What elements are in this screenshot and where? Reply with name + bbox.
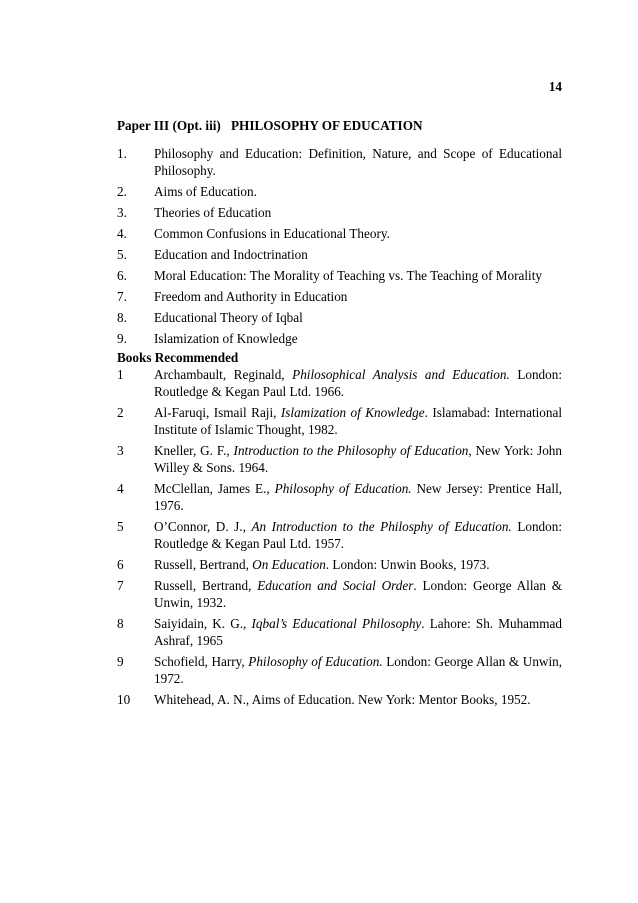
citation-line — [154, 577, 562, 594]
book-title: Iqbal’s Educational Philosophy — [251, 616, 422, 631]
book-citation — [154, 577, 562, 611]
book-title: Introduction to the Philosophy of Education — [233, 443, 469, 458]
book-publisher-continued: 1972. — [154, 671, 184, 686]
book-number: 2 — [117, 405, 124, 420]
list-item — [117, 330, 562, 347]
list-item — [117, 518, 562, 552]
book-number: 3 — [117, 443, 124, 458]
book-citation — [154, 480, 562, 514]
book-title: Philosophy of Education. — [248, 654, 383, 669]
book-title: An Introduction to the Philosphy of Education. — [251, 519, 512, 534]
topic-text: Educational Theory of Iqbal — [154, 310, 303, 325]
topic-text: Moral Education: The Morality of Teaching vs. The Teaching of Morality — [154, 268, 542, 283]
citation-line — [154, 404, 562, 421]
book-author: Al-Faruqi, Ismail Raji, — [154, 405, 277, 420]
book-title: On Education — [252, 557, 326, 572]
topic-text: Common Confusions in Educational Theory. — [154, 226, 390, 241]
book-author: Russell, Bertrand, — [154, 557, 249, 572]
book-number: 1 — [117, 367, 124, 382]
book-publisher: London: — [517, 519, 563, 534]
book-publisher-continued: 1976. — [154, 498, 184, 513]
book-publisher-continued: Ashraf, 1965 — [154, 633, 223, 648]
book-author: Saiyidain, K. G., — [154, 616, 247, 631]
topic-number: 3. — [117, 205, 127, 220]
list-item — [117, 288, 562, 305]
book-publisher: , New York: John — [468, 443, 562, 458]
book-author: McClellan, James E., — [154, 481, 270, 496]
book-publisher: . London: George Allan & — [413, 578, 562, 593]
topic-text: Islamization of Knowledge — [154, 331, 298, 346]
books-list — [117, 366, 562, 712]
list-item — [117, 691, 562, 708]
topic-number: 2. — [117, 184, 127, 199]
list-item — [117, 577, 562, 611]
book-author: O’Connor, D. J., — [154, 519, 246, 534]
list-item — [117, 480, 562, 514]
topic-number: 1. — [117, 146, 127, 161]
book-citation — [154, 442, 562, 476]
book-number: 8 — [117, 616, 124, 631]
book-title: Philosophy of Education. — [274, 481, 412, 496]
book-publisher-continued: Unwin, 1932. — [154, 595, 227, 610]
book-citation — [154, 366, 562, 400]
list-item — [117, 246, 562, 263]
list-item — [117, 556, 562, 573]
citation-line — [154, 518, 562, 535]
list-item — [117, 267, 562, 284]
list-item — [117, 204, 562, 221]
topic-number: 8. — [117, 310, 127, 325]
topics-list — [117, 145, 562, 351]
topic-text: Freedom and Authority in Education — [154, 289, 348, 304]
book-number: 10 — [117, 692, 131, 707]
book-publisher: London: — [517, 367, 563, 382]
book-citation — [154, 404, 562, 438]
topic-number: 9. — [117, 331, 127, 346]
citation-line — [154, 480, 562, 497]
book-publisher-continued: Institute of Islamic Thought, 1982. — [154, 422, 338, 437]
list-item — [117, 653, 562, 687]
list-item — [117, 145, 562, 179]
list-item — [117, 183, 562, 200]
book-author: Kneller, G. F., — [154, 443, 230, 458]
citation-line — [154, 692, 531, 707]
book-number: 5 — [117, 519, 124, 534]
list-item — [117, 366, 562, 400]
book-author: Schofield, Harry, — [154, 654, 245, 669]
paper-code: Paper III (Opt. iii) — [117, 118, 221, 133]
book-publisher: . Islamabad: International — [424, 405, 563, 420]
page-number: 14 — [548, 79, 562, 94]
topic-number: 5. — [117, 247, 127, 262]
list-item — [117, 442, 562, 476]
book-number: 4 — [117, 481, 124, 496]
topic-text: Philosophy and Education: Definition, Nature, and Scope of Educational Philosophy. — [154, 146, 562, 178]
book-citation — [154, 653, 562, 687]
book-citation — [154, 691, 562, 708]
book-title: Philosophical Analysis and Education. — [292, 367, 510, 382]
topic-number: 6. — [117, 268, 127, 283]
list-item — [117, 225, 562, 242]
book-publisher-continued: Willey & Sons. 1964. — [154, 460, 269, 475]
list-item — [117, 404, 562, 438]
book-citation — [154, 518, 562, 552]
topic-text: Education and Indoctrination — [154, 247, 308, 262]
book-number: 9 — [117, 654, 124, 669]
book-author: Archambault, Reginald, — [154, 367, 285, 382]
book-number: 6 — [117, 557, 124, 572]
book-publisher-continued: Routledge & Kegan Paul Ltd. 1957. — [154, 536, 345, 551]
topic-text: Theories of Education — [154, 205, 272, 220]
book-publisher: New Jersey: Prentice Hall, — [416, 481, 563, 496]
book-publisher: . Lahore: Sh. Muhammad — [421, 616, 562, 631]
citation-line — [154, 366, 562, 383]
paper-title: PHILOSOPHY OF EDUCATION — [231, 118, 423, 133]
citation-line — [154, 557, 490, 572]
book-publisher: . London: Unwin Books, 1973. — [325, 557, 490, 572]
topic-number: 4. — [117, 226, 127, 241]
books-heading: Books Recommended — [117, 350, 239, 365]
topic-number: 7. — [117, 289, 127, 304]
list-item — [117, 615, 562, 649]
book-author: Whitehead, A. N., Aims of Education. New York: Mentor Books, 1952. — [154, 692, 531, 707]
list-item — [117, 309, 562, 326]
book-title: Islamization of Knowledge — [280, 405, 425, 420]
section-heading — [117, 117, 422, 134]
topic-text: Aims of Education. — [154, 184, 257, 199]
book-title: Education and Social Order — [257, 578, 414, 593]
book-citation — [154, 556, 562, 573]
book-citation — [154, 615, 562, 649]
citation-line — [154, 653, 562, 670]
citation-line — [154, 615, 562, 632]
book-publisher: London: George Allan & Unwin, — [386, 654, 562, 669]
book-publisher-continued: Routledge & Kegan Paul Ltd. 1966. — [154, 384, 345, 399]
book-number: 7 — [117, 578, 124, 593]
book-author: Russell, Bertrand, — [154, 578, 252, 593]
citation-line — [154, 442, 562, 459]
